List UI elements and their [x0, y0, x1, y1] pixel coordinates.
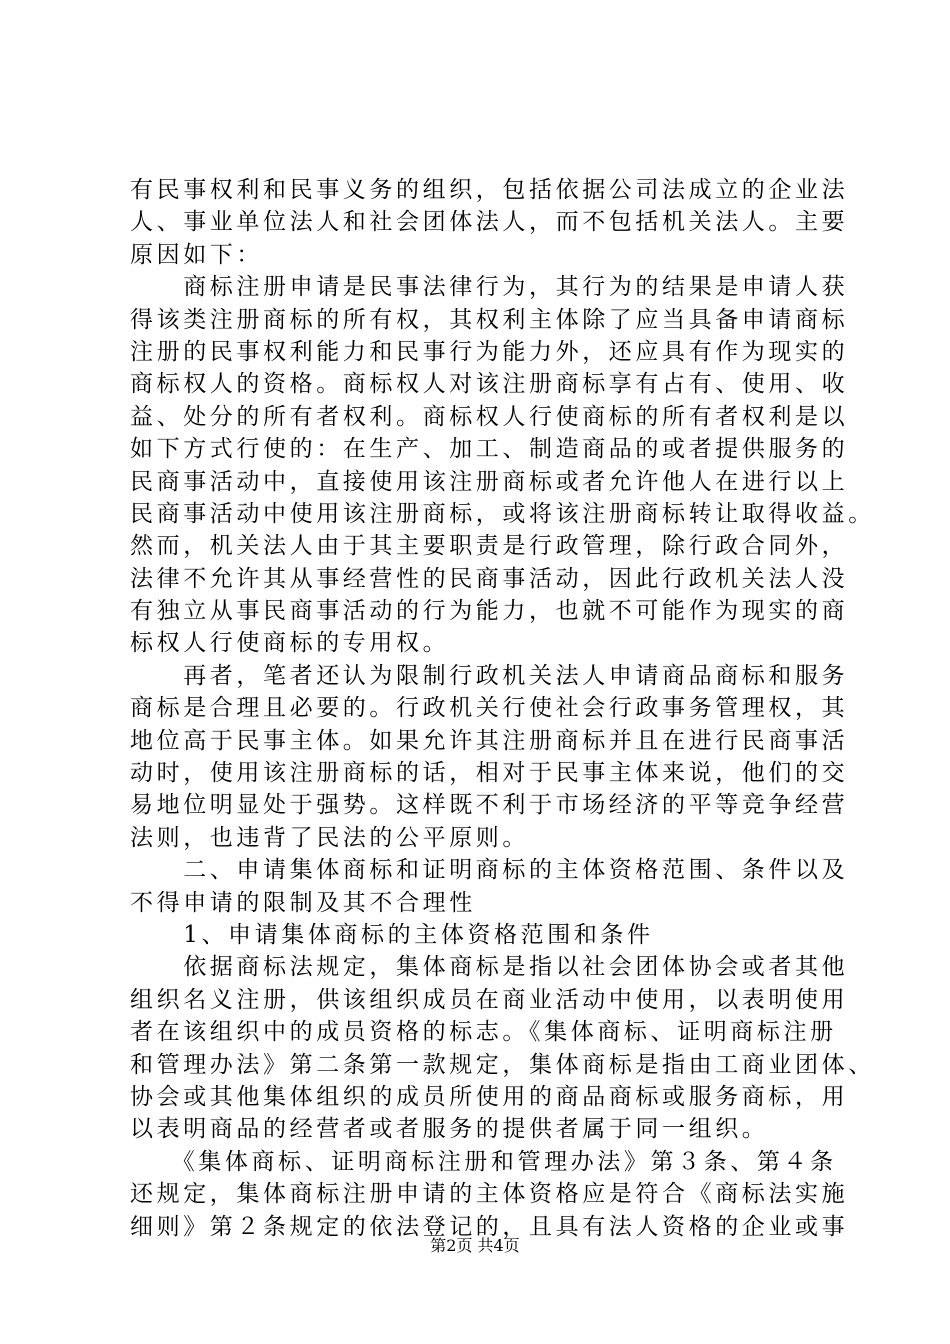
text-line: 和管理办法》第二条第一款规定，集体商标是指由工商业团体、: [130, 1051, 875, 1078]
text-line: 注册的民事权利能力和民事行为能力外，还应具有作为现实的: [130, 338, 849, 365]
text-line: 商标注册申请是民事法律行为，其行为的结果是申请人获: [130, 274, 849, 301]
text-line: 动时，使用该注册商标的话，相对于民事主体来说，他们的交: [130, 760, 849, 787]
text-line: 易地位明显处于强势。这样既不利于市场经济的平等竞争经营: [130, 792, 849, 819]
text-line: 如下方式行使的：在生产、加工、制造商品的或者提供服务的: [130, 436, 849, 463]
page-footer: [0, 1236, 950, 1256]
text-line: 法则，也违背了民法的公平原则。: [130, 824, 529, 851]
text-line: 益、处分的所有者权利。商标权人行使商标的所有者权利是以: [130, 403, 849, 430]
text-line: 细则》第２条规定的依法登记的，且具有法人资格的企业或事: [130, 1213, 849, 1240]
text-line: 商标是合理且必要的。行政机关行使社会行政事务管理权，其: [130, 695, 849, 722]
text-line: 原因如下：: [130, 241, 263, 268]
text-line: 有民事权利和民事义务的组织，包括依据公司法成立的企业法: [130, 177, 849, 203]
text-line: 以表明商品的经营者或者服务的提供者属于同一组织。: [130, 1116, 769, 1143]
text-line: 《集体商标、证明商标注册和管理办法》第３条、第４条: [130, 1148, 837, 1175]
text-line: 地位高于民事主体。如果允许其注册商标并且在进行民商事活: [130, 727, 849, 754]
text-line: 再者，笔者还认为限制行政机关法人申请商品商标和服务: [130, 662, 849, 689]
text-line: 民商事活动中使用该注册商标，或将该注册商标转让取得收益。: [130, 500, 875, 527]
text-line: 人、事业单位法人和社会团体法人，而不包括机关法人。主要: [130, 209, 849, 236]
text-line: 还规定，集体商标注册申请的主体资格应是符合《商标法实施: [130, 1181, 849, 1208]
text-line: 标权人行使商标的专用权。: [130, 630, 450, 657]
text-line: 组织名义注册，供该组织成员在商业活动中使用，以表明使用: [130, 986, 849, 1013]
section-heading: 不得申请的限制及其不合理性: [130, 889, 476, 916]
text-line: 依据商标法规定，集体商标是指以社会团体协会或者其他: [130, 954, 849, 981]
text-line: 商标权人的资格。商标权人对该注册商标享有占有、使用、收: [130, 371, 849, 398]
text-line: 然而，机关法人由于其主要职责是行政管理，除行政合同外，: [130, 533, 849, 560]
text-line: 民商事活动中，直接使用该注册商标或者允许他人在进行以上: [130, 468, 849, 495]
subsection-heading: 1、申请集体商标的主体资格范围和条件: [130, 921, 654, 948]
section-heading: 二、申请集体商标和证明商标的主体资格范围、条件以及: [130, 857, 849, 884]
body-text: [130, 174, 875, 1243]
text-line: 有独立从事民商事活动的行为能力，也就不可能作为现实的商: [130, 598, 849, 625]
page-number-label: 第2页 共4页: [430, 1236, 520, 1255]
text-line: 得该类注册商标的所有权，其权利主体除了应当具备申请商标: [130, 306, 849, 333]
text-line: 者在该组织中的成员资格的标志。《集体商标、证明商标注册: [130, 1019, 837, 1046]
text-line: 法律不允许其从事经营性的民商事活动，因此行政机关法人没: [130, 565, 849, 592]
text-line: 协会或其他集体组织的成员所使用的商品商标或服务商标，用: [130, 1083, 849, 1110]
